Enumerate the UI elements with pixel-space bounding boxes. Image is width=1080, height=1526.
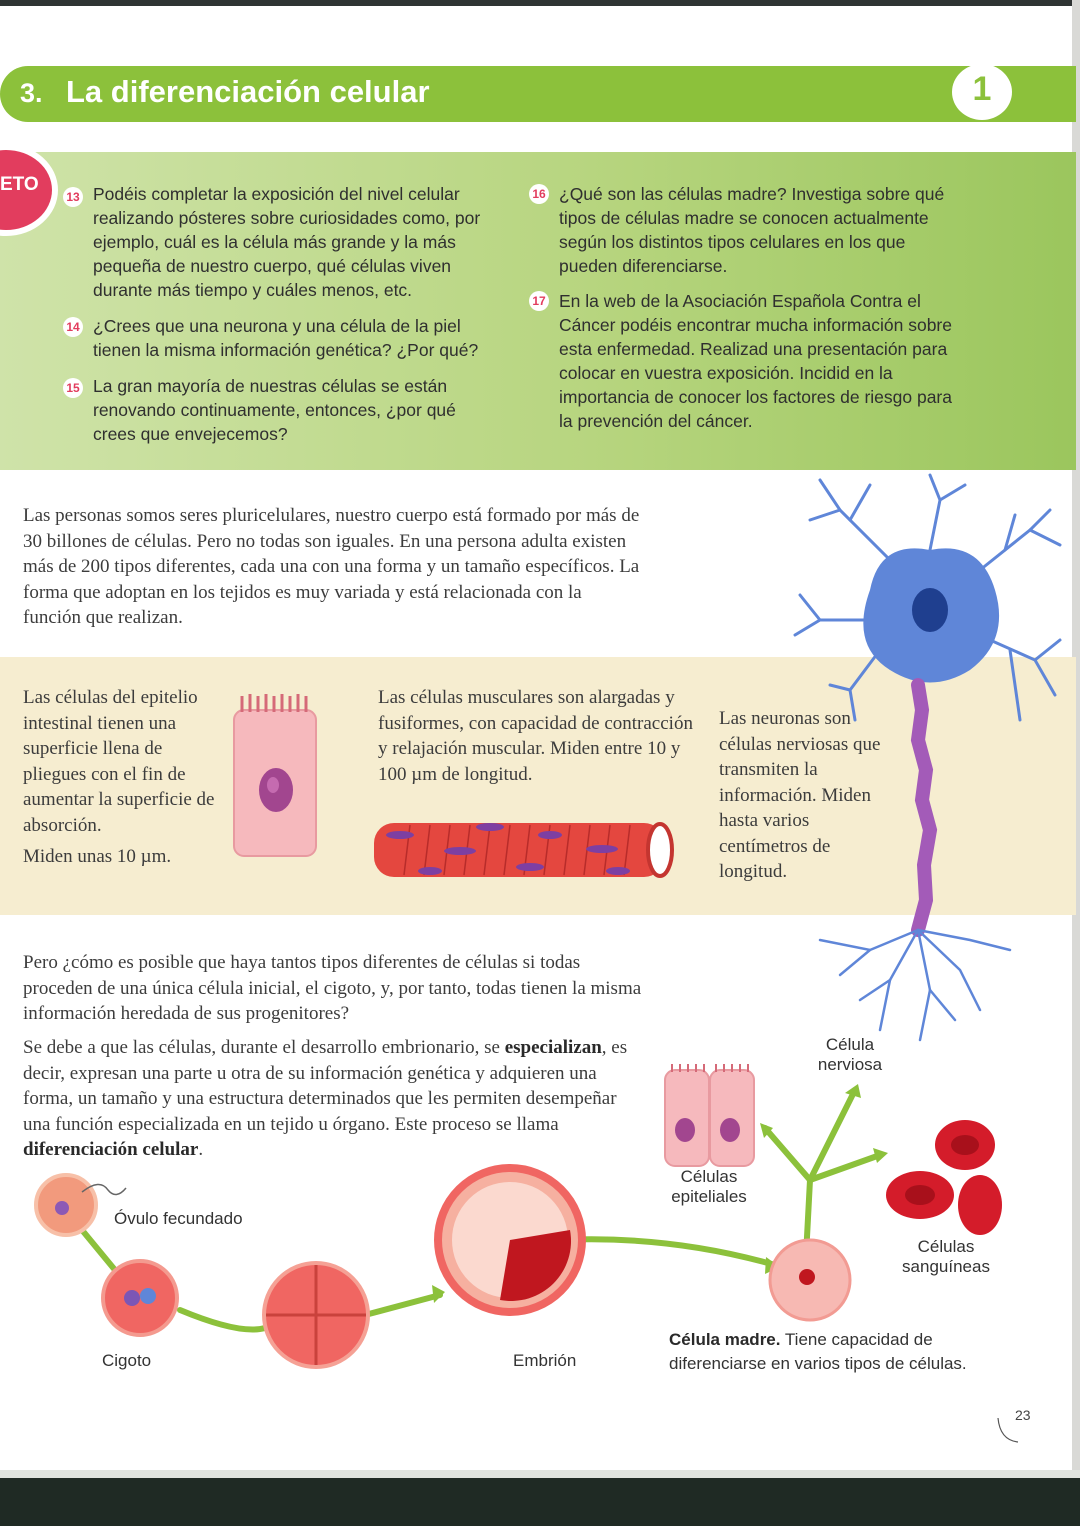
section-number: 3.	[20, 78, 43, 108]
muscle-cell-illustration	[370, 815, 680, 885]
term-diferenciacion: diferenciación celular	[23, 1139, 199, 1160]
label-cigoto: Cigoto	[102, 1351, 152, 1370]
question-number: 14	[63, 317, 83, 337]
page-number: 23	[1015, 1407, 1031, 1423]
question-number: 13	[63, 187, 83, 207]
label-celulas-sanguineas: Células sanguíneas	[902, 1237, 990, 1276]
stem-cell-caption: Célula madre. Tiene capacidad de diferenciarse en varios tipos de células.	[669, 1330, 967, 1373]
question-16: ¿Qué son las células madre? Investiga sobre qué tipos de células madre se conocen actualmente según los distintos tipos celulares en los que pueden diferenciarse.	[559, 184, 945, 276]
term-especializan: especializan	[504, 1037, 602, 1058]
question-number: 16	[529, 184, 549, 204]
reto-label: ETO	[0, 174, 39, 195]
unit-number: 1	[972, 70, 992, 108]
question-14: ¿Crees que una neurona y una célula de la piel tienen la misma información genética? ¿Por qué?	[93, 316, 479, 360]
question-15: La gran mayoría de nuestras células se están renovando continuamente, entonces, ¿por qué crees que envejecemos?	[93, 376, 456, 444]
epithelial-description: Las células del epitelio intestinal tienen una superficie llena de pliegues con el fin de aumentar la superficie de absorción.	[23, 687, 215, 836]
question-paragraph: Pero ¿cómo es posible que haya tantos tipos diferentes de células si todas proceden de una única célula inicial, el cigoto, y, por tanto, todas tienen la misma información heredada de sus progenitores?	[23, 952, 642, 1024]
question-13: Podéis completar la exposición del nivel celular realizando pósteres sobre curiosidades como, por ejemplo, cuál es la célula más grande y la más pequeña de nuestro cuerpo, qué células viven durante más tiempo y cuáles menos, etc.	[93, 184, 481, 300]
neuron-illustration	[780, 470, 1070, 1060]
neuron-description: Las neuronas son células nerviosas que transmiten la información. Miden hasta varios centímetros de longitud.	[719, 708, 881, 882]
section-title: La diferenciación celular	[66, 74, 430, 109]
label-embrion: Embrión	[513, 1351, 577, 1370]
muscle-description: Las células musculares son alargadas y fusiformes, con capacidad de contracción y relajación muscular. Miden entre 10 y 100 µm de longitud.	[378, 687, 693, 785]
intro-paragraph: Las personas somos seres pluricelulares, nuestro cuerpo está formado por más de 30 billones de células. Pero no todas son iguales. En una persona adulta existen más de 200 tipos diferentes, cada una con una forma y un tamaño específicos. La forma que adoptan en los tejidos es muy variada y está relacionada con la función que realizan.	[23, 505, 640, 628]
bottom-edge	[0, 1478, 1080, 1526]
label-ovulo: Óvulo fecundado	[114, 1209, 243, 1228]
epithelial-cell-illustration	[226, 690, 330, 862]
top-edge	[0, 0, 1080, 6]
question-number: 15	[63, 378, 83, 398]
question-number: 17	[529, 291, 549, 311]
explanation-paragraph: Se debe a que las células, durante el desarrollo embrionario, se especializan, es decir, expresan una parte u otra de su información genética y adquieren una forma, un tamaño y una estructura determinados que les permiten desempeñar una función especializada en un tejido u órgano. Este proceso se llama diferenciación celular.	[23, 1037, 628, 1160]
label-celulas-epiteliales: Células epiteliales	[671, 1167, 747, 1206]
epithelial-size: Miden unas 10 µm.	[23, 846, 172, 867]
label-celula-nerviosa: Célula nerviosa	[817, 1035, 883, 1074]
question-17: En la web de la Asociación Española Contra el Cáncer podéis encontrar mucha información sobre esta enfermedad. Realizad una presentación para colocar en vuestra exposición. Incidid en la importancia de conocer los factores de riesgo para la prevención del cáncer.	[559, 291, 952, 431]
bottom-strip	[0, 1470, 1080, 1478]
